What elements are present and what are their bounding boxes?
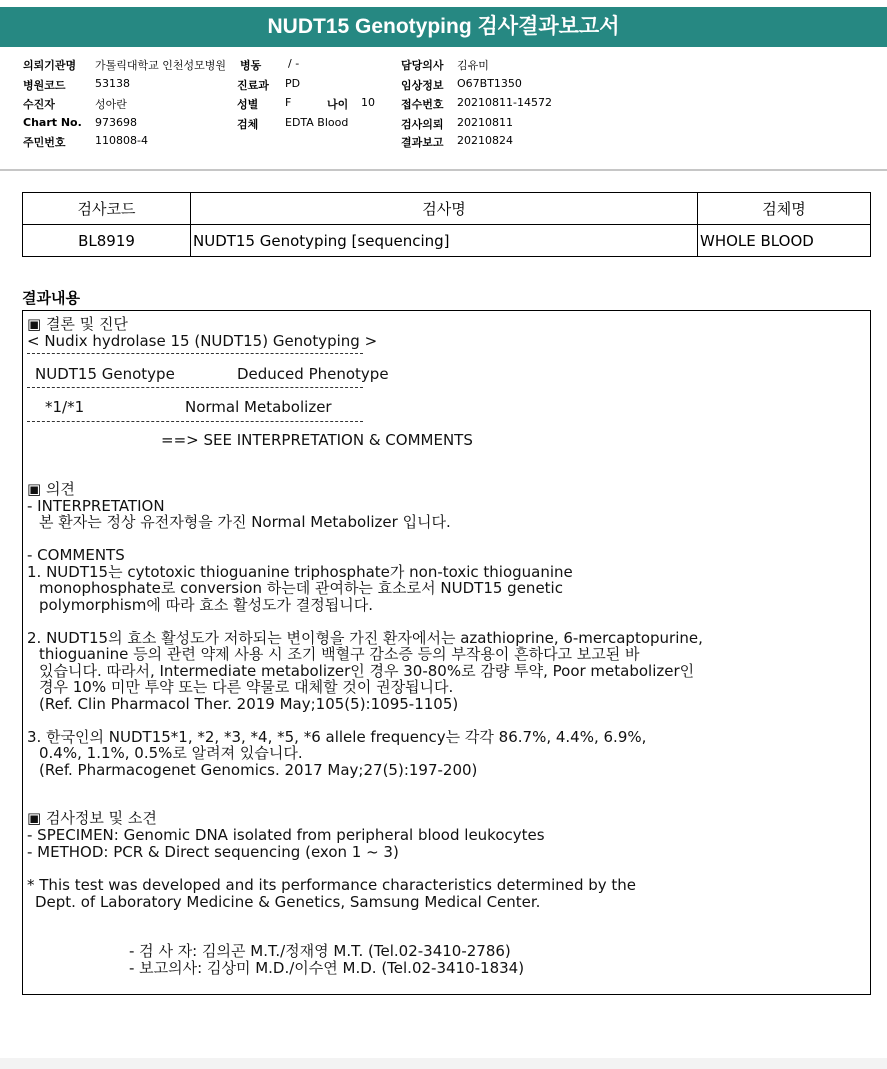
doctor-label: 담당의사 — [401, 59, 444, 72]
department-label: 진료과 — [237, 79, 269, 92]
report-date-label: 결과보고 — [401, 136, 444, 149]
age-label: 나이 — [327, 98, 349, 111]
sex-value: F — [285, 96, 292, 109]
specimen-line: - SPECIMEN: Genomic DNA isolated from peripheral blood leukocytes — [27, 826, 545, 844]
header-test-name: 검사명 — [191, 193, 698, 225]
genotype-column-header: NUDT15 Genotype — [35, 365, 175, 383]
hospital-code-value: 53138 — [95, 77, 130, 90]
resident-no-label: 주민번호 — [23, 136, 66, 149]
phenotype-column-header: Deduced Phenotype — [237, 365, 389, 383]
comment-3-line-3: (Ref. Pharmacogenet Genomics. 2017 May;27(5):197-200) — [39, 761, 478, 779]
comment-3-line-2: 0.4%, 1.1%, 0.5%로 알려져 있습니다. — [39, 744, 303, 762]
comment-2-line-1: 2. NUDT15의 효소 활성도가 저하되는 변이형을 가진 환자에서는 azathioprine, 6-mercaptopurine, — [27, 629, 703, 647]
clinical-info-label: 임상정보 — [401, 79, 444, 92]
development-note-line-1: * This test was developed and its performance characteristics determined by the — [27, 876, 637, 894]
comments-title: - COMMENTS — [27, 546, 125, 564]
test-table-header-row — [23, 193, 871, 225]
see-interpretation-note: ==> SEE INTERPRETATION & COMMENTS — [161, 431, 473, 449]
cell-specimen-name: WHOLE BLOOD — [698, 225, 871, 257]
comment-2-line-3: 있습니다. 따라서, Intermediate metabolizer인 경우 30-80%로 감량 투약, Poor metabolizer인 — [39, 662, 695, 680]
comment-1-line-1: 1. NUDT15는 cytotoxic thioguanine triphosphate가 non-toxic thioguanine — [27, 563, 573, 581]
genotype-value: *1/*1 — [45, 398, 85, 416]
specimen-value: EDTA Blood — [285, 116, 349, 129]
table-row — [23, 225, 871, 257]
header-specimen-name: 검체명 — [698, 193, 871, 225]
ward-label: 병동 — [240, 59, 262, 72]
dashed-divider — [27, 353, 363, 354]
specimen-label: 검체 — [237, 118, 259, 131]
patient-name-label: 수진자 — [23, 98, 55, 111]
results-section-title: 결과내용 — [22, 289, 80, 307]
opinion-heading: ▣ 의견 — [27, 480, 75, 498]
receipt-no-value: 20210811-14572 — [457, 96, 552, 109]
test-table — [22, 192, 871, 257]
comment-1-line-3: polymorphism에 따라 효소 활성도가 결정됩니다. — [39, 596, 374, 614]
cell-test-code: BL8919 — [23, 225, 191, 257]
sex-label: 성별 — [237, 98, 259, 111]
report-title: NUDT15 Genotyping 검사결과보고서 — [0, 7, 887, 47]
comment-2-line-2: thioguanine 등의 관련 약제 사용 시 조기 백혈구 감소증 등의 부작용이 흔하다고 보고된 바 — [39, 645, 640, 663]
hospital-code-label: 병원코드 — [23, 79, 66, 92]
receipt-no-label: 접수번호 — [401, 98, 444, 111]
header-test-code: 검사코드 — [23, 193, 191, 225]
institution-label: 의뢰기관명 — [23, 59, 77, 72]
tester-line: - 검 사 자: 김의곤 M.T./정재영 M.T. (Tel.02-3410-2786) — [129, 942, 511, 960]
development-note-line-2: Dept. of Laboratory Medicine & Genetics, Samsung Medical Center. — [35, 893, 541, 911]
cell-test-name: NUDT15 Genotyping [sequencing] — [191, 225, 698, 257]
doctor-value: 김유미 — [457, 59, 489, 72]
header-divider — [0, 169, 887, 171]
reporter-line: - 보고의사: 김상미 M.D./이수연 M.D. (Tel.02-3410-1834) — [129, 959, 525, 977]
chart-no-value: 973698 — [95, 116, 137, 129]
comment-1-line-2: monophosphate로 conversion 하는데 관여하는 효소로서 NUDT15 genetic — [39, 579, 563, 597]
comment-2-line-4: 경우 10% 미만 투약 또는 다른 약물로 대체할 것이 권장됩니다. — [39, 678, 454, 696]
gene-title: < Nudix hydrolase 15 (NUDT15) Genotyping > — [27, 332, 378, 350]
request-date-value: 20210811 — [457, 116, 513, 129]
phenotype-value: Normal Metabolizer — [185, 398, 332, 416]
patient-name-value: 성아란 — [95, 98, 127, 111]
method-line: - METHOD: PCR & Direct sequencing (exon 1 ~ 3) — [27, 843, 399, 861]
comment-3-line-1: 3. 한국인의 NUDT15*1, *2, *3, *4, *5, *6 allele frequency는 각각 86.7%, 4.4%, 6.9%, — [27, 728, 647, 746]
chart-no-label: Chart No. — [23, 116, 82, 129]
dashed-divider — [27, 387, 363, 388]
age-value: 10 — [361, 96, 375, 109]
report-date-value: 20210824 — [457, 134, 513, 147]
test-info-heading: ▣ 검사정보 및 소견 — [27, 809, 157, 827]
dashed-divider — [27, 421, 363, 422]
clinical-info-value: O67BT1350 — [457, 77, 522, 90]
ward-value: / - — [288, 57, 300, 70]
comment-2-line-5: (Ref. Clin Pharmacol Ther. 2019 May;105(5):1095-1105) — [39, 695, 459, 713]
interpretation-title: - INTERPRETATION — [27, 497, 165, 515]
results-box — [22, 310, 871, 995]
patient-info-panel — [0, 48, 887, 168]
interpretation-text: 본 환자는 정상 유전자형을 가진 Normal Metabolizer 입니다. — [39, 513, 451, 531]
conclusion-heading: ▣ 결론 및 진단 — [27, 315, 128, 333]
resident-no-value: 110808-4 — [95, 134, 148, 147]
institution-value: 가톨릭대학교 인천성모병원 — [95, 59, 227, 72]
department-value: PD — [285, 77, 301, 90]
request-date-label: 검사의뢰 — [401, 118, 444, 131]
